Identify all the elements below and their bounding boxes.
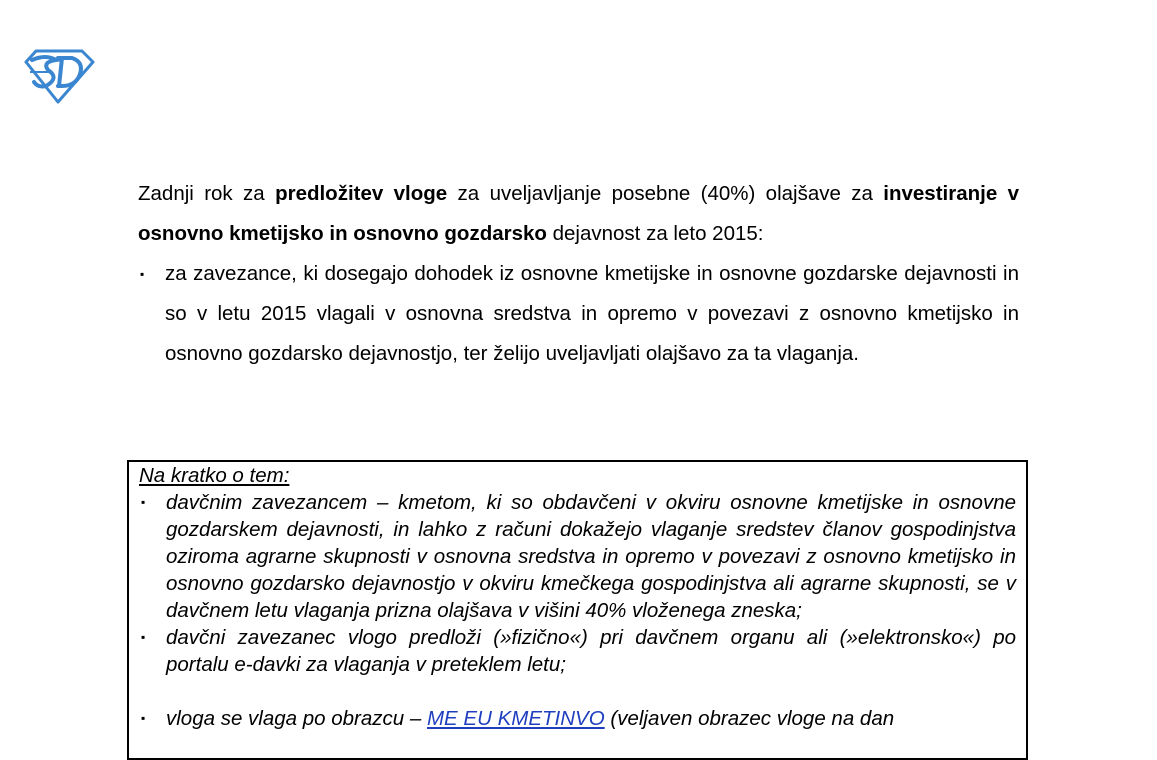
bullet-icon: ▪ <box>141 711 146 725</box>
bullet-icon: ▪ <box>141 495 146 509</box>
bullet-icon: ▪ <box>140 267 145 281</box>
intro-list <box>138 254 1019 374</box>
summary-list <box>139 489 1016 732</box>
list-item: ▪ vloga se vlaga po obrazcu – ME EU KMETINVO (veljaven obrazec vloge na dan <box>141 707 895 730</box>
intro-section <box>138 174 1019 374</box>
list-item: ▪ davčni zavezanec vlogo predloži (»fizično«) pri davčnem organu ali (»elektronsko«) po portalu e-davki za vlaganja v preteklem letu; <box>141 626 1016 676</box>
sd-logo <box>22 48 96 104</box>
bullet-icon: ▪ <box>141 630 146 644</box>
box-title: Na kratko o tem: <box>139 464 290 487</box>
intro-paragraph: Zadnji rok za predložitev vloge za uveljavljanje posebne (40%) olajšave za investiranje v osnovno kmetijsko in osnovno gozdarsko dejavnost za leto 2015: <box>138 182 1019 245</box>
list-item: ▪ za zavezance, ki dosegajo dohodek iz osnovne kmetijske in osnovne gozdarske dejavnosti in so v letu 2015 vlagali v osnovna sredstva in opremo v povezavi z osnovno kmetijsko in osnovno gozdarsko dejavnostjo, ter želijo uveljavljati olajšavo za ta vlaganja. <box>138 254 1019 374</box>
form-link[interactable]: ME EU KMETINVO <box>426 707 605 730</box>
summary-box <box>127 460 1028 760</box>
list-item: ▪ davčnim zavezancem – kmetom, ki so obdavčeni v okviru osnovne kmetijske in osnovne gozdarskem dejavnosti, in lahko z računi dokažejo vlaganje sredstev članov gospodinjstva oziroma agrarne skupnosti v osnovna sredstva in opremo v povezavi z osnovno kmetijsko in osnovno gozdarsko dejavnostjo v okviru kmečkega gospodinjstva ali agrarne skupnosti, se v davčnem letu vlaganja prizna olajšava v višini 40% vloženega zneska; <box>141 491 1016 622</box>
